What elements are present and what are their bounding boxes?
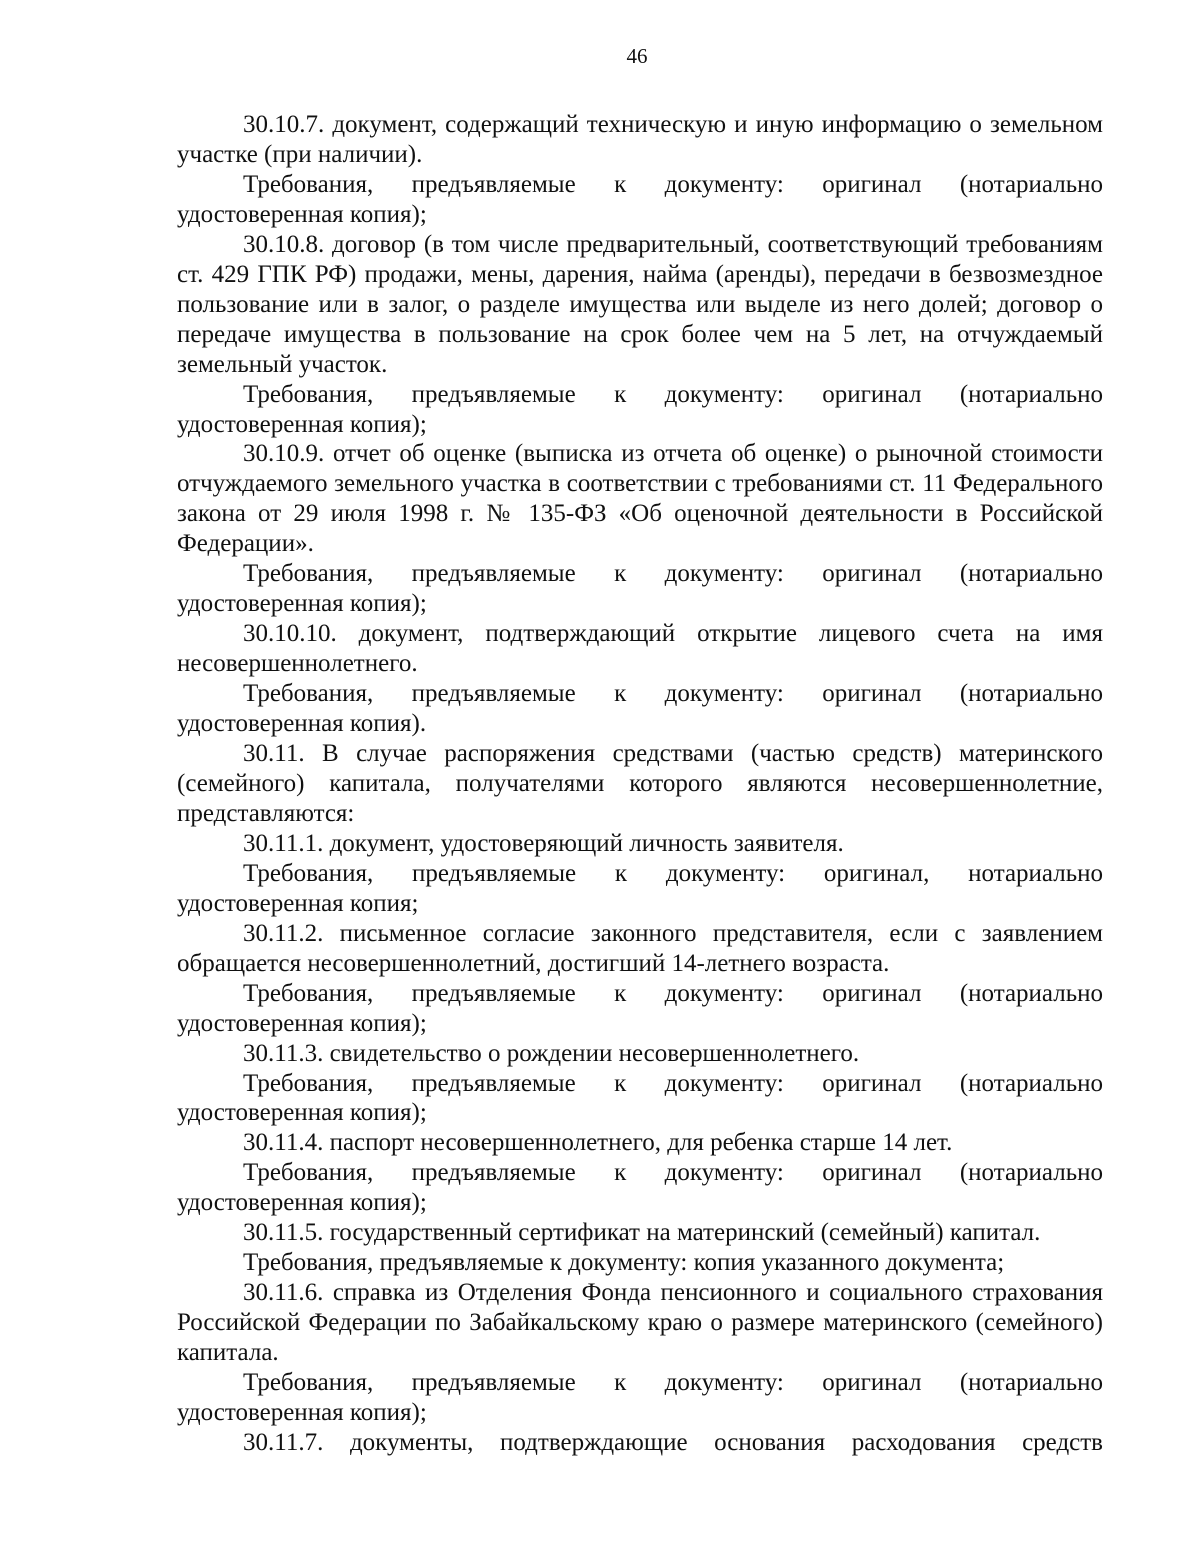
paragraph-30-10-10: 30.10.10. документ, подтверждающий открытие лицевого счета на имя несовершеннолетнего. [177, 620, 1103, 678]
requirements-paragraph: Требования, предъявляемые к документу: оригинал (нотариально удостоверенная копия); [177, 170, 1103, 228]
paragraph-30-10-8: 30.10.8. договор (в том числе предварительный, соответствующий требованиям ст. 429 ГПК РФ) продажи, мены, дарения, найма (аренды), передачи в безвозмездное пользование или в залог, о разделе имущества или выделе из него долей; договор о передаче имущества в пользование на срок более чем на 5 лет, на отчуждаемый земельный участок. [177, 230, 1103, 378]
requirements-paragraph: Требования, предъявляемые к документу: оригинал (нотариально удостоверенная копия); [177, 1369, 1103, 1426]
paragraph-30-11-1: 30.11.1. документ, удостоверяющий личность заявителя. [243, 829, 844, 857]
paragraph-30-10-9: 30.10.9. отчет об оценке (выписка из отчета об оценке) о рыночной стоимости отчуждаемого земельного участка в соответствии с требованиями ст. 11 Федерального закона от 29 июля 1998 г. № 135-ФЗ «Об оценочной деятельности в Российской Федерации». [177, 440, 1103, 558]
requirements-paragraph: Требования, предъявляемые к документу: оригинал (нотариально удостоверенная копия). [177, 680, 1103, 738]
paragraph-30-11-4: 30.11.4. паспорт несовершеннолетнего, для ребенка старше 14 лет. [243, 1129, 953, 1157]
requirements-paragraph: Требования, предъявляемые к документу: оригинал (нотариально удостоверенная копия); [177, 979, 1103, 1037]
requirements-paragraph: Требования, предъявляемые к документу: оригинал (нотариально удостоверенная копия); [177, 380, 1103, 438]
requirements-paragraph: Требования, предъявляемые к документу: оригинал (нотариально удостоверенная копия); [177, 1069, 1103, 1127]
paragraph-30-11-3: 30.11.3. свидетельство о рождении несовершеннолетнего. [243, 1039, 860, 1067]
requirements-paragraph: Требования, предъявляемые к документу: копия указанного документа; [243, 1249, 1005, 1277]
paragraph-30-10-7: 30.10.7. документ, содержащий техническую и иную информацию о земельном участке (при наличии). [177, 111, 1103, 168]
paragraph-30-11-5: 30.11.5. государственный сертификат на материнский (семейный) капитал. [243, 1219, 1041, 1247]
requirements-paragraph: Требования, предъявляемые к документу: оригинал (нотариально удостоверенная копия); [177, 560, 1103, 618]
document-body [177, 110, 1103, 1458]
paragraph-30-11-2: 30.11.2. письменное согласие законного представителя, если с заявлением обращается несовершеннолетний, достигший 14-летнего возраста. [177, 919, 1103, 977]
requirements-paragraph: Требования, предъявляемые к документу: оригинал (нотариально удостоверенная копия); [177, 1159, 1103, 1217]
paragraph-30-11-6: 30.11.6. справка из Отделения Фонда пенсионного и социального страхования Российской Федерации по Забайкальскому краю о размере материнского (семейного) капитала. [177, 1279, 1103, 1367]
paragraph-30-11-7: 30.11.7. документы, подтверждающие основания расходования средств [243, 1428, 1103, 1456]
paragraph-30-11: 30.11. В случае распоряжения средствами (частью средств) материнского (семейного) капитала, получателями которого являются несовершеннолетние, представляются: [177, 740, 1103, 827]
page-number: 46 [626, 44, 648, 68]
requirements-paragraph: Требования, предъявляемые к документу: оригинал, нотариально удостоверенная копия; [177, 859, 1103, 917]
